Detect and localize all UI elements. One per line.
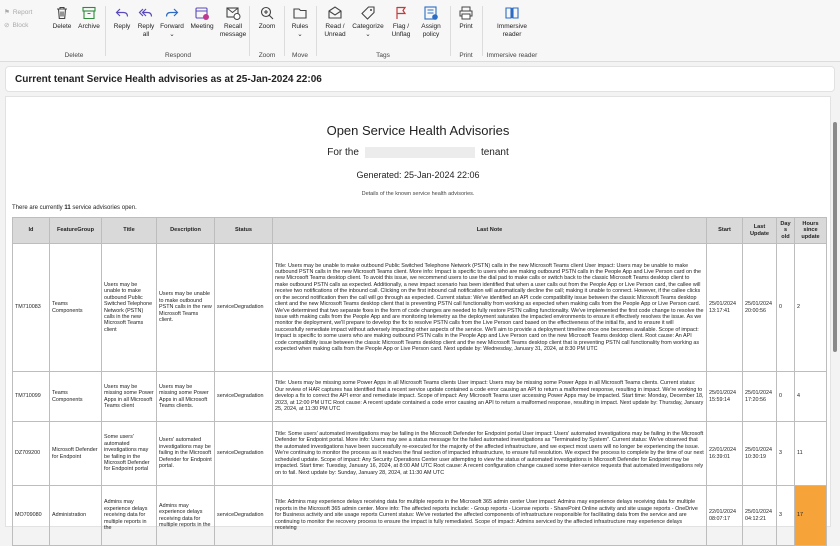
col-last-note: Last Note <box>273 218 707 244</box>
cell-start: 22/01/2024 16:39:01 <box>707 422 743 486</box>
cell-status: serviceDegradation <box>215 244 273 372</box>
message-header <box>5 66 835 92</box>
report-details: Details of the known service health advisories. <box>361 191 475 197</box>
cell-hours: 11 <box>795 422 827 486</box>
cell-id: TM710099 <box>13 372 50 422</box>
cell-id: MO709080 <box>13 486 50 546</box>
cell-title: Admins may experience delays receiving data for multiple reports in the <box>102 486 157 546</box>
cell-description: Users may be missing some Power Apps in all Microsoft Teams clients. <box>157 372 215 422</box>
cell-days-old: 0 <box>777 244 795 372</box>
cell-last-note: Title: Admins may experience delays receiving data for multiple reports in the Microsoft 365 admin center User impact: Admins may experience delays receiving data for multiple reports in the Microsoft 365 admin center. More info: The affected reports include: - Group reports - License reports - SharePoint Online activity and site usage reports - OneDrive for Business activity and site usage reports Current status: We've restarted the affected components of infrastructure responsible for facilitating data from the service and are continuing to monitor the recovery process to ensure the impact is fully remediated. Scope of impact: Admins serviced by the affected infrastructure may experience delays receiving <box>273 486 707 546</box>
reader-icon <box>504 5 520 21</box>
immersive-reader-button[interactable]: Immersive reader <box>492 5 532 39</box>
cell-days-old: 3 <box>777 422 795 486</box>
cell-status: serviceDegradation <box>215 422 273 486</box>
cell-status: serviceDegradation <box>215 372 273 422</box>
cell-description: Admins may experience delays receiving data for multiple reports in the <box>157 486 215 546</box>
table-row <box>13 372 827 422</box>
scrollbar-thumb[interactable] <box>833 122 837 352</box>
group-zoom: Zoom Zoom <box>252 0 282 62</box>
cell-hours: 4 <box>795 372 827 422</box>
block-button[interactable]: ⊘ Block <box>4 21 29 29</box>
table-header-row <box>13 218 827 244</box>
assign-policy-button[interactable]: Assign policy <box>416 5 446 39</box>
ribbon-divider <box>284 6 285 56</box>
cell-status: serviceDegradation <box>215 486 273 546</box>
table-row <box>13 422 827 486</box>
col-featuregroup: FeatureGroup <box>50 218 102 244</box>
col-last-update: Last Update <box>743 218 777 244</box>
forward-button[interactable]: Forward ⌄ <box>158 5 186 39</box>
cell-title: Users may be missing some Power Apps in all Microsoft Teams client <box>102 372 157 422</box>
col-id: Id <box>13 218 50 244</box>
message-body[interactable] <box>5 96 831 532</box>
col-hours-since-update: Hours since update <box>795 218 827 244</box>
rules-icon <box>292 5 308 21</box>
report-title: Open Service Health Advisories <box>326 123 510 138</box>
group-immersive-reader: Immersive reader Immersive reader <box>484 0 540 62</box>
cell-hours: 2 <box>795 244 827 372</box>
cell-feature: Teams Components <box>50 244 102 372</box>
recall-button[interactable]: Recall message <box>216 5 250 39</box>
flag-icon <box>393 5 409 21</box>
rules-button[interactable]: Rules ⌄ <box>287 5 313 39</box>
cell-hours: 17 <box>795 486 827 546</box>
cell-feature: Teams Components <box>50 372 102 422</box>
cell-last-update: 25/01/2024 17:20:56 <box>743 372 777 422</box>
cell-id: DZ709200 <box>13 422 50 486</box>
categorize-button[interactable]: Categorize ⌄ <box>350 5 386 39</box>
archive-button[interactable]: Archive <box>74 5 104 31</box>
col-status: Status <box>215 218 273 244</box>
group-delete: Delete Archive Delete <box>44 0 104 62</box>
reply-all-icon <box>138 5 154 21</box>
report-generated: Generated: 25-Jan-2024 22:06 <box>356 170 480 180</box>
cell-feature: Microsoft Defender for Endpoint <box>50 422 102 486</box>
zoom-button[interactable]: Zoom <box>254 5 280 31</box>
reply-button[interactable]: Reply <box>110 5 134 31</box>
advisories-table <box>12 217 827 546</box>
table-row <box>13 486 827 546</box>
flag-button[interactable]: Flag / Unflag <box>386 5 416 39</box>
ribbon-divider <box>316 6 317 56</box>
trash-icon <box>54 5 70 21</box>
col-days-old: Days old <box>777 218 795 244</box>
message-subject: Current tenant Service Health advisories as at 25-Jan-2024 22:06 <box>15 74 322 85</box>
reply-icon <box>114 5 130 21</box>
chevron-down-icon: ⌄ <box>297 31 303 38</box>
cell-last-note: Title: Users may be missing some Power Apps in all Microsoft Teams clients User impact: Users may be missing some Power Apps in all Microsoft Teams clients. Current status: Our review of HAR captures has identified that a recent service update contained a code error causing an API to return a malformed response, resulting in impact. We're working to develop a fix to correct the API error and remediate impact. Scope of impact: Any Microsoft Teams user accessing Power Apps may be impacted. Start time: Monday, December 18, 2023, at 12:00 PM UTC Root cause: A recent update contained a code error causing an API to return a malformed response, resulting in impact. Next update by: Thursday, January 25, 2024, at 11:30 PM UTC <box>273 372 707 422</box>
col-description: Description <box>157 218 215 244</box>
cell-start: 25/01/2024 13:17:41 <box>707 244 743 372</box>
cell-start: 22/01/2024 08:07:17 <box>707 486 743 546</box>
cell-start: 25/01/2024 15:59:14 <box>707 372 743 422</box>
group-move: Rules ⌄ Move <box>286 0 314 62</box>
chevron-down-icon: ⌄ <box>169 31 175 38</box>
cell-description: Users' automated investigations may be failing in the Microsoft Defender for Endpoint portal. <box>157 422 215 486</box>
advisory-count: There are currently 11 service advisories open. <box>12 205 137 211</box>
group-respond: Reply Reply all Forward ⌄ Meeting Recall message Respond <box>108 0 248 62</box>
vertical-scrollbar[interactable] <box>831 96 840 527</box>
meeting-button[interactable]: Meeting <box>188 5 216 31</box>
ribbon-toolbar <box>0 0 840 62</box>
cell-last-update: 25/01/2024 04:12:21 <box>743 486 777 546</box>
cell-id: TM710083 <box>13 244 50 372</box>
tag-icon <box>360 5 376 21</box>
ribbon-divider <box>249 6 250 56</box>
zoom-icon <box>259 5 275 21</box>
forward-icon <box>164 5 180 21</box>
printer-icon <box>458 5 474 21</box>
group-print: Print Print <box>452 0 480 62</box>
cell-last-update: 25/01/2024 10:30:19 <box>743 422 777 486</box>
cell-feature: Administration <box>50 486 102 546</box>
reply-all-button[interactable]: Reply all <box>134 5 158 39</box>
cell-days-old: 3 <box>777 486 795 546</box>
report-icon: ⚑ <box>4 9 10 16</box>
chevron-down-icon: ⌄ <box>365 31 371 38</box>
group-tags: Read / Unread Categorize ⌄ Flag / Unflag Assign policy Tags <box>318 0 448 62</box>
cell-title: Users may be unable to make outbound Public Switched Telephone Network (PSTN) calls in the new Microsoft Teams client <box>102 244 157 372</box>
ribbon-divider <box>482 6 483 56</box>
block-icon: ⊘ <box>4 22 10 29</box>
archive-icon <box>81 5 97 21</box>
report-tenant-line: For the tenant <box>327 147 509 159</box>
policy-icon <box>423 5 439 21</box>
cell-description: Users may be unable to make outbound PSTN calls in the new Microsoft Teams client. <box>157 244 215 372</box>
recall-icon <box>225 5 241 21</box>
meeting-icon <box>194 5 210 21</box>
redacted-tenant-name <box>365 147 475 158</box>
envelope-icon <box>327 5 343 21</box>
ribbon-divider <box>105 6 106 56</box>
report-button[interactable]: ⚑ Report <box>4 8 33 16</box>
cell-days-old: 0 <box>777 372 795 422</box>
col-title: Title <box>102 218 157 244</box>
table-row <box>13 244 827 372</box>
read-unread-button[interactable]: Read / Unread <box>320 5 350 39</box>
cell-last-note: Title: Users may be unable to make outbound Public Switched Telephone Network (PSTN) calls in the new Microsoft Teams client User impact: Users may be unable to make outbound PSTN calls in the new Microsoft Teams client. More info: Impact is specific to users who are making outbound PSTN calls in the People App and Live Person card on the new Microsoft Teams desktop client. To avoid this issue, we recommend users to use the dial pad to make calls or switch back to the classic Microsoft Teams desktop client to make outbound PSTN calls as expected. Additionally, a new impact scenario has been identified that when a user calls out from the People App or Live Person card, the callee will receive two notifications of the inbound call. Clicking on the first inbound call notification will automatically decline the call; making it unable to connect. However, if the callee clicks on the second notification then the call will go through as expected. Current status: We've identified an API code compatibility issue between the classic Microsoft Teams desktop client and the new Microsoft Teams desktop client that is preventing PSTN call functionality from working as expected when making calls from the People App or Live Person card. We've determined that two separate fixes in the form of code changes are needed to fully restore PSTN calling functionality. We've implemented the first code change to resolve the issue with making calls from the People App and are monitoring telemetry as the deployment saturates the impacted environments to ensure it effectively resolves the issue. As we monitor the deployment, we'll prepare to develop the fix to resolve PSTN calls from the Live Person card based on the effectiveness of the initial fix, and to ensure it will successfully remediate impact without adversely impacting other aspects of the service. We'll aim to provide a deployment timeline once one becomes available. Scope of impact: Impact is specific to some users who are making outbound PSTN calls in the People App and Live Person card on the new Microsoft Teams desktop client. Root cause: An API code compatibility issue between the classic Microsoft Teams desktop client and the new Microsoft Teams desktop client that is preventing PSTN call functionality from working as expected when making calls from the People App or Live Person card. Next update by: Wednesday, January 31, 2024, at 8:30 PM UTC <box>273 244 707 372</box>
print-button[interactable]: Print <box>453 5 479 31</box>
cell-title: Some users' automated investigations may be failing in the Microsoft Defender for Endpoint portal <box>102 422 157 486</box>
col-start: Start <box>707 218 743 244</box>
ribbon-divider <box>450 6 451 56</box>
delete-button[interactable]: Delete <box>50 5 74 31</box>
cell-last-update: 25/01/2024 20:00:56 <box>743 244 777 372</box>
cell-last-note: Title: Some users' automated investigations may be failing in the Microsoft Defender for Endpoint portal User impact: Users' automated investigations may be failing in the Microsoft Defender for Endpoint portal. More info: Users may see a status message for the failed automated investigations as "Terminated by System". Current status: We've observed that the automated investigations have been successfully re-executed for the majority of the affected infrastructure, and we expect most users will no longer be experiencing the issue. We're continuing to monitor the process as it reaches the final section of impacted infrastructure, to ensure full resolution. We expect the process to complete by the time of our next scheduled update. Scope of impact: Any Security Operations Center user attempting to view the status of automated investigations in Microsoft Defender for Endpoint may be impacted. Start time: Tuesday, January 16, 2024, at 8:00 AM UTC Root cause: A recent configuration change caused some inter-service requests that automated investigations rely on to fail. Next update by: Sunday, January 28, 2024, at 11:30 AM UTC <box>273 422 707 486</box>
